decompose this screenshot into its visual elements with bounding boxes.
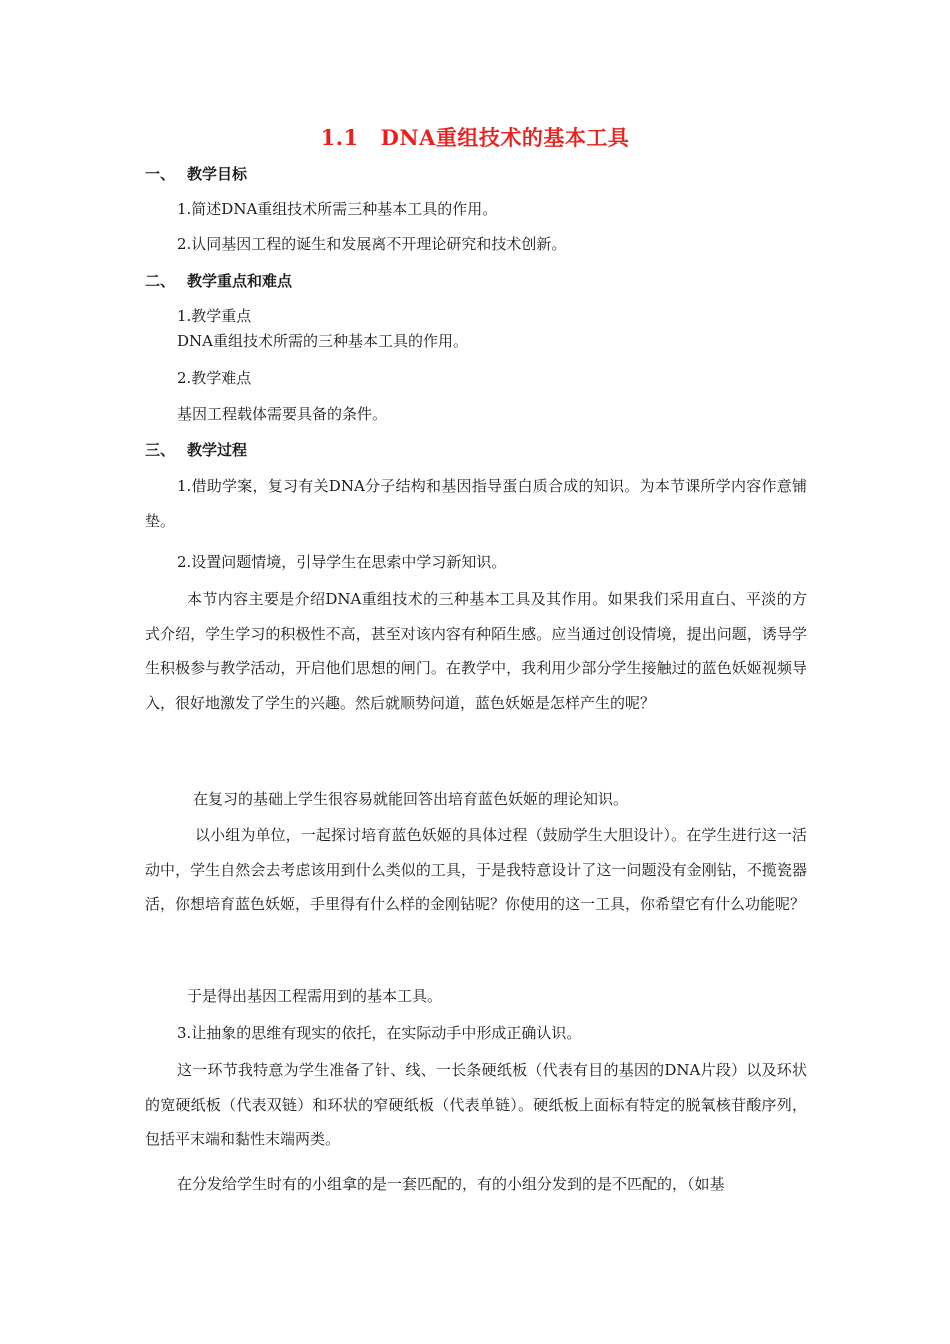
section-index: 三、 [145, 441, 176, 459]
process-paragraph: 本节内容主要是介绍DNA重组技术的三种基本工具及其作用。如果我们采用直白、平淡的方式介绍，学生学习的积极性不高，甚至对该内容有种陌生感。应当通过创设情境，提出问题，诱导学生积极参与教学活动，开启他们思想的闸门。在教学中，我利用少部分学生接触过的蓝色妖姬视频导入，很好地激发了学生的兴趣。然后就顺势问道，蓝色妖姬是怎样产生的呢？ [145, 590, 807, 713]
key-label: 1.教学重点 [177, 307, 252, 325]
title-number: 1.1 [320, 125, 359, 150]
goal-item: 1.简述DNA重组技术所需三种基本工具的作用。 [177, 200, 498, 218]
process-paragraph: 在分发给学生时有的小组拿的是一套匹配的，有的小组分发到的是不匹配的，（如基 [177, 1175, 725, 1193]
section-heading-process [145, 440, 247, 460]
section-title: 教学重点和难点 [187, 272, 293, 290]
difficulty-label: 2.教学难点 [177, 369, 252, 387]
difficulty-text: 基因工程载体需要具备的条件。 [177, 405, 388, 423]
process-paragraph: 2.设置问题情境，引导学生在思索中学习新知识。 [177, 553, 507, 571]
section-heading-key-points [145, 271, 292, 291]
section-title: 教学目标 [187, 165, 248, 183]
section-index: 一、 [145, 165, 176, 183]
process-paragraph: 3.让抽象的思维有现实的依托，在实际动手中形成正确认识。 [177, 1024, 582, 1042]
section-heading-goals [145, 164, 247, 184]
process-paragraph: 这一环节我特意为学生准备了针、线、一长条硬纸板（代表有目的基因的DNA片段）以及环状的宽硬纸板（代表双链）和环状的窄硬纸板（代表单链）。硬纸板上面标有特定的脱氧核苷酸序列，包括平末端和黏性末端两类。 [145, 1061, 807, 1149]
process-paragraph: 1.借助学案，复习有关DNA分子结构和基因指导蛋白质合成的知识。为本节课所学内容作意铺垫。 [145, 477, 807, 530]
section-index: 二、 [145, 272, 176, 290]
process-paragraph: 以小组为单位，一起探讨培育蓝色妖姬的具体过程（鼓励学生大胆设计）。在学生进行这一活动中，学生自然会去考虑该用到什么类似的工具，于是我特意设计了这一问题没有金刚钻，不揽瓷器活，你想培育蓝色妖姬，手里得有什么样的金刚钻呢？你使用的这一工具，你希望它有什么功能呢？ [145, 826, 807, 914]
section-title: 教学过程 [187, 441, 248, 459]
process-paragraph: 于是得出基因工程需用到的基本工具。 [187, 987, 443, 1005]
process-paragraph: 在复习的基础上学生很容易就能回答出培育蓝色妖姬的理论知识。 [193, 790, 629, 808]
title-text: DNA重组技术的基本工具 [380, 125, 630, 150]
document-title [0, 124, 950, 152]
key-text: DNA重组技术所需的三种基本工具的作用。 [177, 332, 468, 350]
goal-item: 2.认同基因工程的诞生和发展离不开理论研究和技术创新。 [177, 235, 567, 253]
